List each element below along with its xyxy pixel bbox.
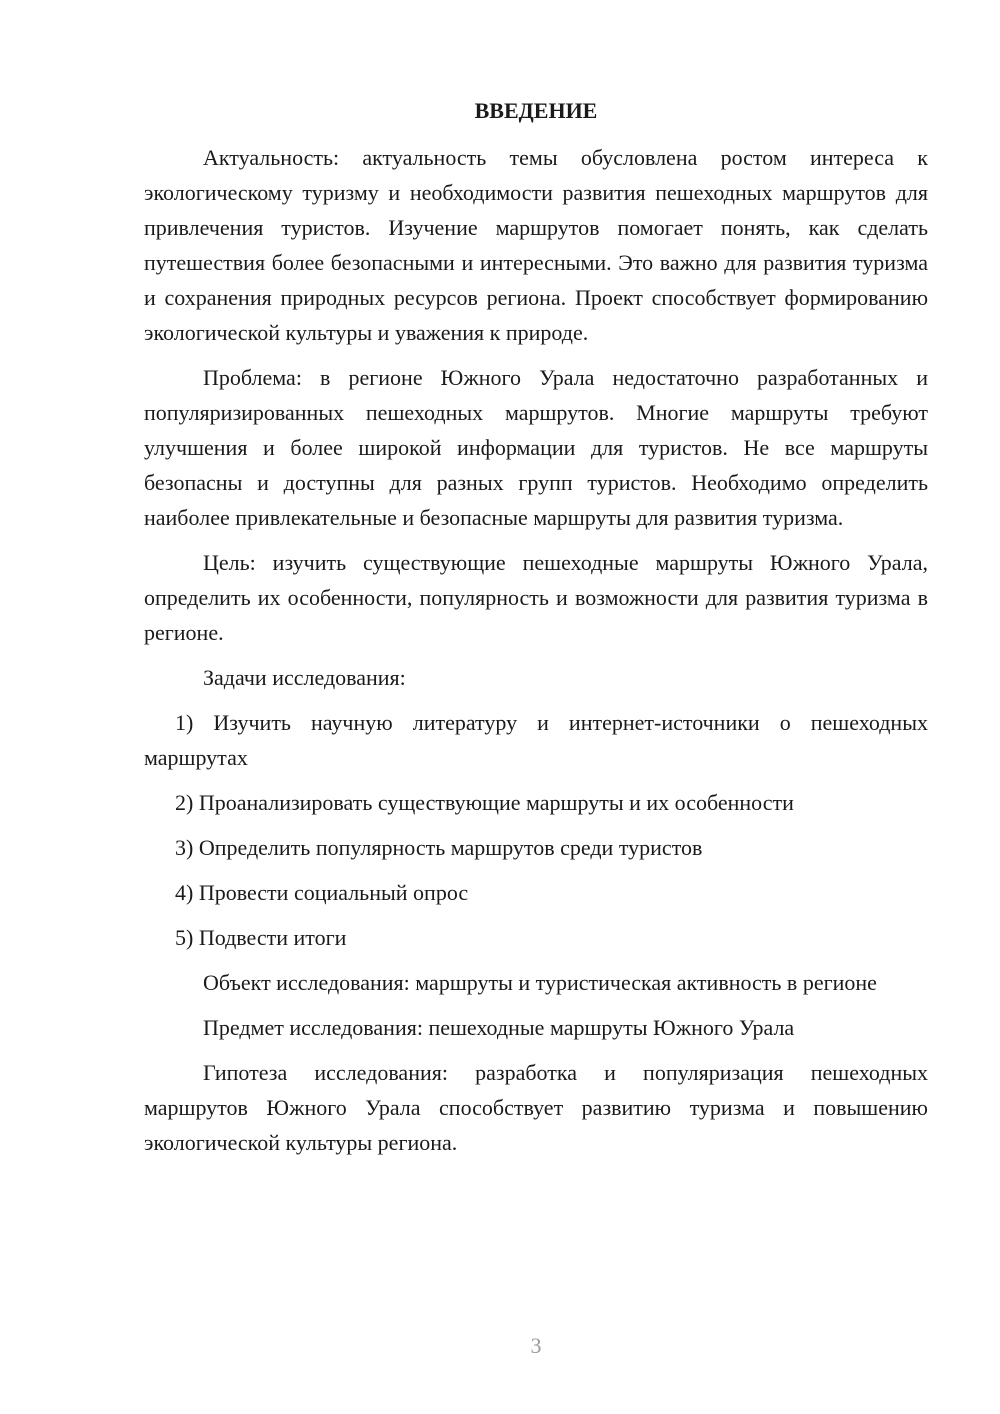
paragraph-relevance: Актуальность: актуальность темы обусловлена ростом интереса к экологическому туризму и необходимости развития пешеходных маршрутов для привлечения туристов. Изучение маршрутов помогает понять, как сделать путешествия более безопасными и интересными. Это важно для развития туризма и сохранения природных ресурсов региона. Проект способствует формированию экологической культуры и уважения к природе. <box>144 145 928 345</box>
tasks-heading: Задачи исследования: <box>203 665 406 690</box>
paragraph-object: Объект исследования: маршруты и туристическая активность в регионе <box>203 970 877 995</box>
paragraph-hypothesis: Гипотеза исследования: разработка и популяризация пешеходных маршрутов Южного Урала способствует развитию туризма и повышению экологической культуры региона. <box>144 1060 928 1155</box>
page-title: ВВЕДЕНИЕ <box>474 98 598 123</box>
paragraph-goal: Цель: изучить существующие пешеходные маршруты Южного Урала, определить их особенности, популярность и возможности для развития туризма в регионе. <box>144 550 928 645</box>
paragraph-subject: Предмет исследования: пешеходные маршруты Южного Урала <box>203 1015 795 1040</box>
task-item-2: 2) Проанализировать существующие маршруты и их особенности <box>175 790 794 815</box>
task-item-4: 4) Провести социальный опрос <box>175 880 469 905</box>
task-item-3: 3) Определить популярность маршрутов среди туристов <box>175 835 703 860</box>
page-content <box>144 96 928 1170</box>
page-number: 3 <box>530 1333 542 1358</box>
task-item-5: 5) Подвести итоги <box>175 925 347 950</box>
paragraph-problem: Проблема: в регионе Южного Урала недостаточно разработанных и популяризированных пешеходных маршрутов. Многие маршруты требуют улучшения и более широкой информации для туристов. Не все маршруты безопасны и доступны для разных групп туристов. Необходимо определить наиболее привлекательные и безопасные маршруты для развития туризма. <box>144 365 928 530</box>
task-item-1: 1) Изучить научную литературу и интернет-источники о пешеходных маршрутах <box>144 710 928 770</box>
